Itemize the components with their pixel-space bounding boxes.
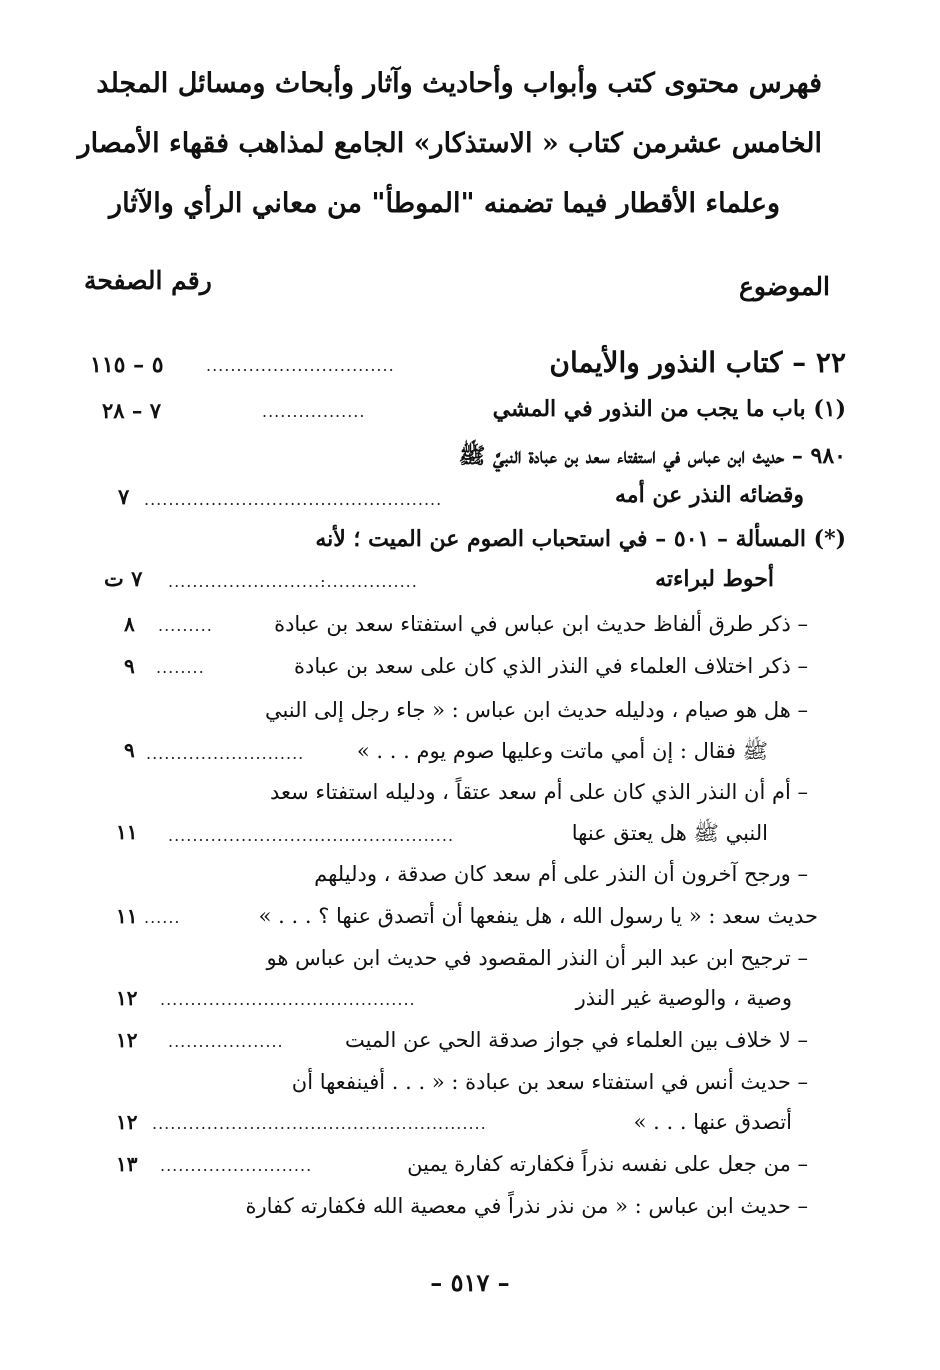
entry-text: – ورجح آخرون أن النذر على أم سعد كان صدقة ، ودليلهم [314,862,808,886]
entry-page-number: ١٢ [116,986,138,1010]
entry-page-number: ٩ [124,654,135,678]
entry-leader-dots: .......................................... [160,990,416,1009]
entry-page-number: ٧ [118,484,130,509]
entry-leader-dots: ...............:......................... [168,572,418,591]
entry-page-number: ١٢ [116,1110,138,1134]
entry-leader-dots: .......................... [146,744,305,763]
entry-leader-dots: ......................... [160,1156,313,1175]
entry-text: – لا خلاف بين العلماء في جواز صدقة الحي عن الميت [344,1028,808,1052]
index-title-line-2: الخامس عشرمن كتاب « الاستذكار» الجامع لمذاهب فقهاء الأمصار [77,128,822,159]
entry-text: وقضائه النذر عن أمه [614,482,804,508]
entry-leader-dots: ......... [158,616,213,635]
entry-text: (١) باب ما يجب من النذور في المشي [492,396,846,422]
entry-text: – ذكر اختلاف العلماء في النذر الذي كان على سعد بن عبادة [293,654,808,678]
entry-text: النبي ﷺ هل يعتق عنها [571,821,768,845]
page-number-column-header: رقم الصفحة [84,266,212,295]
entry-text: حديث سعد : « يا رسول الله ، هل ينفعها أن أتصدق عنها ؟ . . . » [258,904,818,928]
entry-text: – ذكر طرق ألفاظ حديث ابن عباس في استفتاء سعد بن عبادة [274,612,808,636]
entry-page-number: ٩ [124,738,135,762]
entry-text: ﷺ فقال : إن أمي ماتت وعليها صوم يوم . . . » [356,739,768,763]
entry-page-number: ٥ – ١١٥ [90,352,164,378]
subject-column-header: الموضوع [739,272,830,301]
entry-page-number: ١٢ [116,1028,138,1052]
entry-leader-dots: ............................................... [168,826,455,845]
entry-text: – هل هو صيام ، ودليله حديث ابن عباس : « جاء رجل إلى النبي [264,698,808,722]
entry-text: ٩٨٠ – حديث ابن عباس في استفتاء سعد بن عبادة النبيَّ ﷺ [458,443,846,469]
entry-leader-dots: ................. [262,402,366,421]
entry-leader-dots: ............................... [206,356,395,375]
entry-text: – حديث ابن عباس : « من نذر نذراً في معصية الله فكفارته كفارة [245,1194,808,1218]
entry-text: – أم أن النذر الذي كان على أم سعد عتقاً ، ودليله استفتاء سعد [269,780,808,804]
entry-leader-dots: ................... [168,1032,284,1051]
entry-page-number: ٧ ت [104,566,143,591]
entry-leader-dots: ........ [156,658,205,677]
entry-text: أتصدق عنها . . . » [633,1110,792,1134]
entry-page-number: ٧ – ٢٨ [102,398,161,423]
entry-page-number: ١٣ [116,1152,138,1176]
entry-page-number: ٨ [124,612,135,636]
entry-text: أحوط لبراءته [655,566,774,592]
entry-text: – من جعل على نفسه نذراً فكفارته كفارة يمين [407,1152,808,1176]
footer-page-number: – ٥١٧ – [430,1268,510,1297]
index-title-line-1: فهرس محتوى كتب وأبواب وأحاديث وآثار وأبحاث ومسائل المجلد [96,68,822,99]
entry-text: – حديث أنس في استفتاء سعد بن عبادة : « . . . أفينفعها أن [291,1070,808,1094]
entry-leader-dots: ....................................................... [152,1114,487,1133]
index-title-line-3: وعلماء الأقطار فيما تضمنه "الموطأ" من معاني الرأي والآثار [109,188,780,219]
entry-text: ٢٢ – كتاب النذور والأيمان [549,346,846,379]
entry-text: وصية ، والوصية غير النذر [575,986,792,1010]
entry-text: – ترجيح ابن عبد البر أن النذر المقصود في حديث ابن عباس هو [266,946,808,970]
entry-page-number: ١١ [116,904,138,928]
entry-leader-dots: ................................................. [144,490,443,509]
entry-text: (*) المسألة – ٥٠١ – في استحباب الصوم عن الميت ؛ لأنه [315,526,846,552]
entry-leader-dots: ...... [144,908,181,927]
entry-page-number: ١١ [116,820,138,844]
